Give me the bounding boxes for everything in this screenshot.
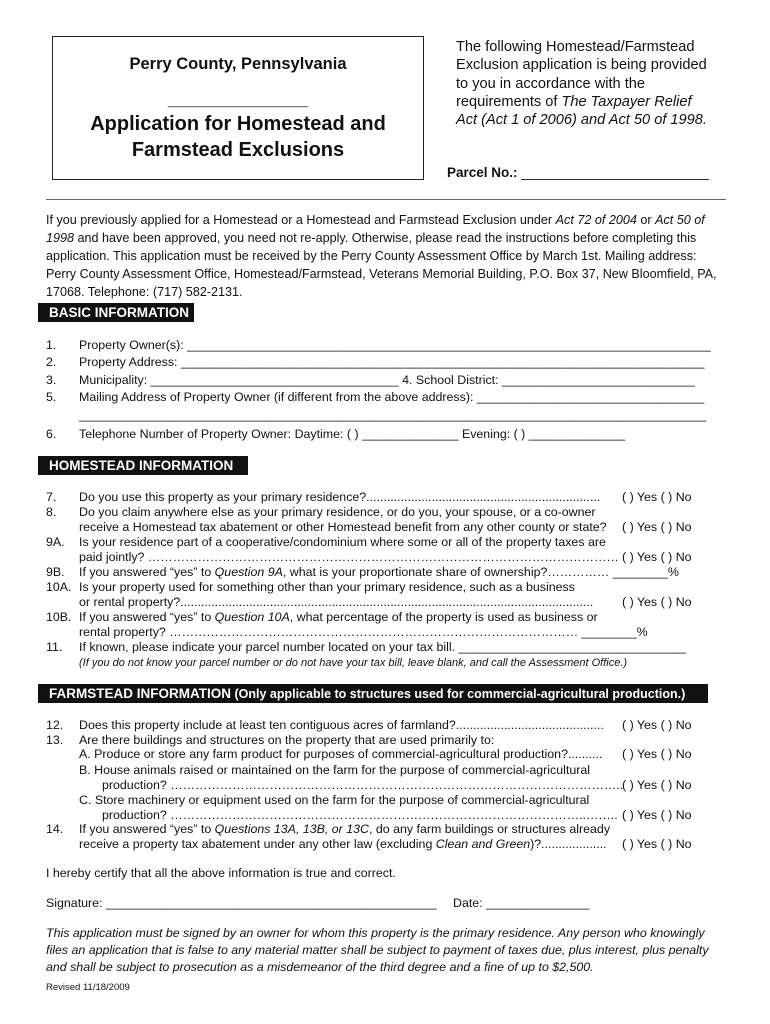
homestead-info-header: HOMESTEAD INFORMATION [38, 456, 248, 475]
intro-line: application. This application must be received by the Perry County Assessment Office by March 1st. Mailing address: [46, 249, 697, 263]
intro-line: 17068. Telephone: (717) 582-2131. [46, 285, 243, 299]
notice-act-ref: Act (Act 1 of 2006) and Act 50 of 1998. [456, 112, 707, 129]
yes-no-checkbox[interactable]: ( ) Yes ( ) No [622, 520, 692, 534]
date-field[interactable]: Date: _______________ [453, 896, 590, 910]
basic-info-header: BASIC INFORMATION [38, 303, 194, 322]
yes-no-checkbox[interactable]: ( ) Yes ( ) No [622, 550, 692, 564]
item-number: 13. [46, 733, 64, 747]
yes-no-checkbox[interactable]: ( ) Yes ( ) No [622, 490, 692, 504]
question-ref: Question 10A [214, 610, 290, 624]
intro-line [46, 229, 736, 247]
notice-line [456, 93, 756, 111]
legal-line: This application must be signed by an owner for whom this property is the primary residence. Any person who knowingly [46, 926, 705, 940]
yes-no-checkbox[interactable]: ( ) Yes ( ) No [622, 747, 692, 761]
parcel-number-field[interactable] [447, 165, 709, 180]
question-13b-cont: production? ……………………………………………………………………………………………….. [102, 778, 624, 792]
question-13: Are there buildings and structures on the property that are used primarily to: [79, 733, 495, 747]
question-11-note: (If you do not know your parcel number or do not have your tax bill, leave blank, and call the Assessment Office.) [79, 657, 628, 669]
form-title-line1: Application for Homestead and [90, 113, 386, 135]
yes-no-checkbox[interactable]: ( ) Yes ( ) No [622, 808, 692, 822]
item-number: 5. [46, 390, 57, 404]
question-ref: Question 9A [214, 565, 283, 579]
intro-text: and have been approved, you need not re-apply. Otherwise, please read the instructions before completing this [74, 231, 697, 245]
question-9a-cont: paid jointly? …………………………………………………………………………………………………… [79, 550, 619, 564]
question-10a-cont: or rental property?........................................................................................................................ [79, 595, 594, 609]
notice-act-name: The Taxpayer Relief [561, 93, 692, 110]
notice-line: to you in accordance with the [456, 75, 646, 92]
signature-field[interactable]: Signature: ________________________________________________ [46, 896, 437, 910]
notice-line: The following Homestead/Farmstead [456, 39, 695, 55]
question-10b-cont[interactable]: rental property? ……………………………………………………………………………………… ________% [79, 625, 648, 639]
provided-notice [456, 38, 756, 129]
form-title-line2: Farmstead Exclusions [131, 139, 345, 161]
item-number: 9B. [46, 565, 65, 579]
question-13b: B. House animals raised or maintained on the farm for the purpose of commercial-agricultural [79, 763, 591, 777]
county-name: Perry County, Pennsylvania [129, 55, 347, 73]
intro-act: Act 72 of 2004 [555, 213, 637, 227]
notice-line [456, 111, 756, 129]
divider [46, 199, 726, 200]
mailing-address-line2[interactable]: ___________________________________________________________________________________________ [79, 408, 707, 422]
yes-no-checkbox[interactable]: ( ) Yes ( ) No [622, 718, 692, 732]
intro-text: or [636, 213, 656, 227]
question-7: Do you use this property as your primary residence?.................................................................... [79, 490, 601, 504]
question-13c-cont: production? ………………………………………………………………………………………..…….. [102, 808, 618, 822]
parcel-blank[interactable]: _________________________ [517, 165, 709, 180]
question-12: Does this property include at least ten contiguous acres of farmland?........................................... [79, 718, 604, 732]
property-owner-field[interactable]: Property Owner(s): ____________________________________________________________________________ [79, 338, 711, 352]
notice-text: requirements of [456, 93, 562, 110]
municipality-school-field[interactable]: Municipality: ____________________________________ 4. School District: ____________________________ [79, 373, 695, 387]
item-number: 2. [46, 355, 57, 369]
legal-notice [46, 925, 736, 976]
legal-line: and shall be subject to prosecution as a misdemeanor of the third degree and a fine of up to $2,500. [46, 960, 594, 974]
question-text: If you answered “yes” to [79, 565, 215, 579]
question-9b[interactable] [79, 565, 679, 580]
certification-statement: I hereby certify that all the above information is true and correct. [46, 866, 396, 880]
item-number: 7. [46, 490, 57, 504]
item-number: 9A. [46, 535, 65, 549]
question-11[interactable]: If known, please indicate your parcel number located on your tax bill. _________________________________ [79, 640, 686, 654]
yes-no-checkbox[interactable]: ( ) Yes ( ) No [622, 595, 692, 609]
title-box [52, 36, 424, 180]
item-number: 6. [46, 427, 57, 441]
yes-no-checkbox[interactable]: ( ) Yes ( ) No [622, 778, 692, 792]
question-14 [79, 822, 610, 837]
item-number: 11. [46, 640, 63, 654]
question-ref: Questions 13A, 13B, or 13C [214, 822, 369, 836]
title-blank-line: ______________ [167, 89, 309, 109]
property-address-field[interactable]: Property Address: ____________________________________________________________________________ [79, 355, 705, 369]
mailing-address-field[interactable]: Mailing Address of Property Owner (if different from the above address): _________________________________ [79, 390, 705, 404]
question-13c: C. Store machinery or equipment used on the farm for the purpose of commercial-agricultural [79, 793, 590, 807]
intro-paragraph [46, 211, 736, 301]
question-text: If you answered “yes” to [79, 822, 215, 836]
question-text: , what percentage of the property is used as business or [289, 610, 598, 624]
intro-text: If you previously applied for a Homestead or a Homestead and Farmstead Exclusion under [46, 213, 556, 227]
farmstead-header-title: FARMSTEAD INFORMATION [49, 686, 231, 701]
item-number: 1. [46, 338, 57, 352]
item-number: 10B. [46, 610, 72, 624]
yes-no-checkbox[interactable]: ( ) Yes ( ) No [622, 837, 692, 851]
item-number: 14. [46, 822, 64, 836]
farmstead-header-note: (Only applicable to structures used for commercial-agricultural production.) [231, 687, 686, 701]
question-text: )?................... [530, 837, 607, 851]
item-number: 12. [46, 718, 64, 732]
item-number: 8. [46, 505, 57, 519]
farmstead-info-header [38, 684, 708, 703]
question-8: Do you claim anywhere else as your primary residence, or do you, your spouse, or a co-owner [79, 505, 596, 519]
intro-act: Act 50 of [655, 213, 705, 227]
question-ref: Clean and Green [435, 837, 531, 851]
question-text: , what is your proportionate share of ownership?…………… ________% [282, 565, 679, 579]
telephone-field[interactable]: Telephone Number of Property Owner: Daytime: ( ) ______________ Evening: ( ) ______________ [79, 427, 626, 441]
question-text: If you answered “yes” to [79, 610, 215, 624]
question-10b [79, 610, 598, 625]
question-text: receive a property tax abatement under any other law (excluding [79, 837, 436, 851]
question-9a: Is your residence part of a cooperative/condominium where some or all of the property taxes are [79, 535, 606, 549]
question-10a: Is your property used for something other than your primary residence, such as a business [79, 580, 575, 594]
item-number: 3. [46, 373, 57, 387]
intro-line [46, 211, 736, 229]
intro-line: Perry County Assessment Office, Homestead/Farmstead, Veterans Memorial Building, P.O. Box 37, New Bloomfield, PA, [46, 267, 717, 281]
question-14-cont [79, 837, 607, 852]
form-title [53, 111, 423, 163]
question-text: , do any farm buildings or structures already [368, 822, 611, 836]
item-number: 10A. [46, 580, 72, 594]
legal-line: files an application that is false to any material matter shall be subject to payment of taxes due, plus interest, plus penalty [46, 943, 709, 957]
question-13a: A. Produce or store any farm product for purposes of commercial-agricultural production?.......... [79, 747, 603, 761]
question-8-cont: receive a Homestead tax abatement or other Homestead benefit from any other county or state? [79, 520, 607, 534]
notice-line: Exclusion application is being provided [456, 57, 707, 74]
intro-act: 1998 [46, 231, 75, 245]
revision-date: Revised 11/18/2009 [46, 982, 130, 993]
parcel-label: Parcel No.: [447, 165, 518, 180]
